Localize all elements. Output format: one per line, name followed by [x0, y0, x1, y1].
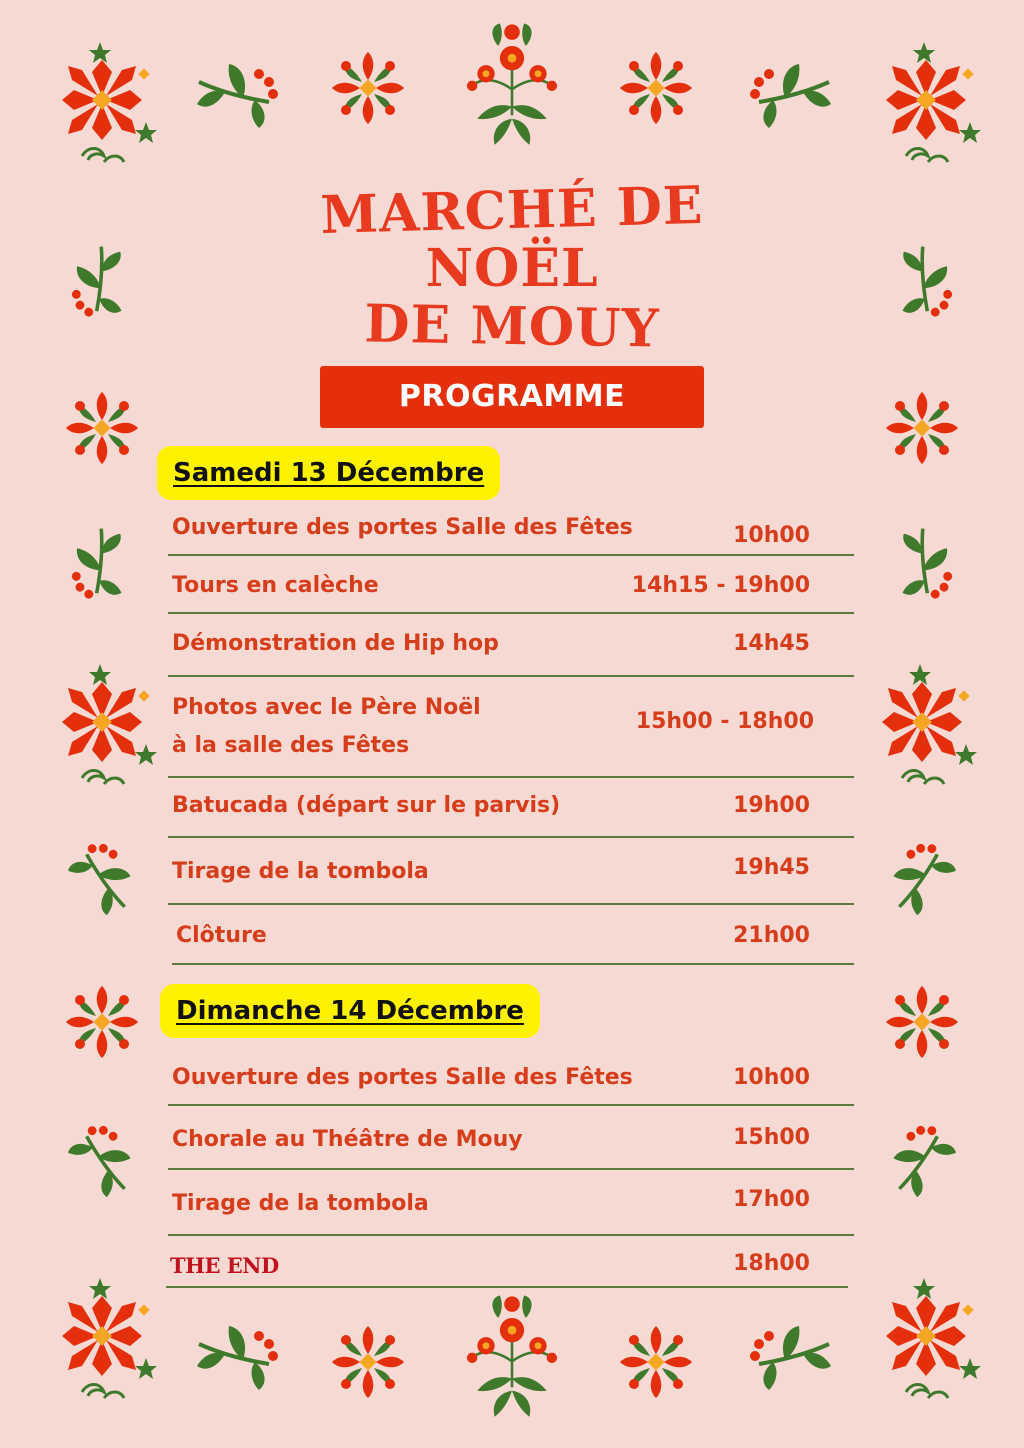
mistletoe-sprig-icon — [882, 836, 962, 926]
poinsettia-star-icon — [866, 1270, 986, 1420]
event-label: Tirage de la tombola — [172, 1191, 429, 1216]
event-time: 10h00 — [733, 1065, 810, 1090]
schedule-row — [168, 510, 854, 556]
day-heading-sunday: Dimanche 14 Décembre — [160, 984, 540, 1038]
event-time: 14h45 — [733, 631, 810, 656]
title-line-1: MARCHÉ DE — [319, 174, 705, 247]
event-label: Batucada (départ sur le parvis) — [172, 793, 561, 818]
folk-bouquet-icon — [448, 1292, 576, 1422]
mistletoe-sprig-icon — [882, 1118, 962, 1208]
event-time: 19h00 — [733, 793, 810, 818]
event-label-line-2: à la salle des Fêtes — [172, 733, 410, 758]
event-label-the-end: THE END — [170, 1253, 279, 1278]
schedule-row — [166, 1246, 848, 1288]
schedule-row — [168, 1120, 854, 1170]
mistletoe-sprig-icon — [190, 1318, 280, 1398]
event-time: 15h00 — [733, 1125, 810, 1150]
title-line-3: DE MOUY — [363, 293, 661, 360]
poinsettia-star-icon — [42, 1270, 162, 1420]
schedule-row — [168, 626, 854, 677]
schedule-row — [168, 850, 854, 905]
poinsettia-star-icon — [862, 656, 982, 806]
schedule-row — [168, 788, 854, 838]
schedule-row — [168, 690, 854, 778]
mandala-flower-icon — [62, 388, 142, 468]
event-label-line-1: Photos avec le Père Noël — [172, 695, 481, 720]
schedule-row — [168, 568, 854, 614]
mistletoe-sprig-icon — [190, 56, 280, 136]
event-time: 19h45 — [733, 855, 810, 880]
mistletoe-sprig-icon — [748, 56, 838, 136]
event-label: Chorale au Théâtre de Mouy — [172, 1127, 523, 1152]
mandala-flower-icon — [882, 982, 962, 1062]
schedule-row — [172, 916, 854, 965]
page-title — [0, 174, 1024, 360]
poinsettia-star-icon — [42, 34, 162, 184]
event-label: Ouverture des portes Salle des Fêtes — [172, 515, 633, 540]
mandala-flower-icon — [328, 48, 408, 128]
schedule-row — [168, 1060, 854, 1106]
mandala-flower-icon — [616, 1322, 696, 1402]
mandala-flower-icon — [62, 982, 142, 1062]
event-time: 14h15 - 19h00 — [631, 573, 810, 598]
mistletoe-sprig-icon — [62, 518, 142, 608]
schedule-row — [168, 1182, 854, 1236]
poinsettia-star-icon — [866, 34, 986, 184]
day-heading-saturday: Samedi 13 Décembre — [157, 446, 500, 500]
mandala-flower-icon — [616, 48, 696, 128]
event-time: 21h00 — [733, 923, 810, 948]
event-label: Tirage de la tombola — [172, 859, 429, 884]
title-line-2: NOËL — [425, 238, 599, 299]
event-time: 10h00 — [733, 523, 810, 548]
event-label: Ouverture des portes Salle des Fêtes — [172, 1065, 633, 1090]
programme-banner: PROGRAMME — [320, 366, 704, 428]
event-time: 18h00 — [733, 1251, 810, 1276]
folk-bouquet-icon — [448, 20, 576, 150]
poinsettia-star-icon — [42, 656, 162, 806]
mandala-flower-icon — [328, 1322, 408, 1402]
event-time: 15h00 - 18h00 — [635, 709, 814, 734]
event-time: 17h00 — [733, 1187, 810, 1212]
mistletoe-sprig-icon — [748, 1318, 838, 1398]
mistletoe-sprig-icon — [62, 1118, 142, 1208]
event-label: Démonstration de Hip hop — [172, 631, 499, 656]
event-label: Tours en calèche — [172, 573, 379, 598]
mistletoe-sprig-icon — [882, 518, 962, 608]
event-label: Clôture — [176, 923, 267, 948]
mistletoe-sprig-icon — [62, 836, 142, 926]
mandala-flower-icon — [882, 388, 962, 468]
